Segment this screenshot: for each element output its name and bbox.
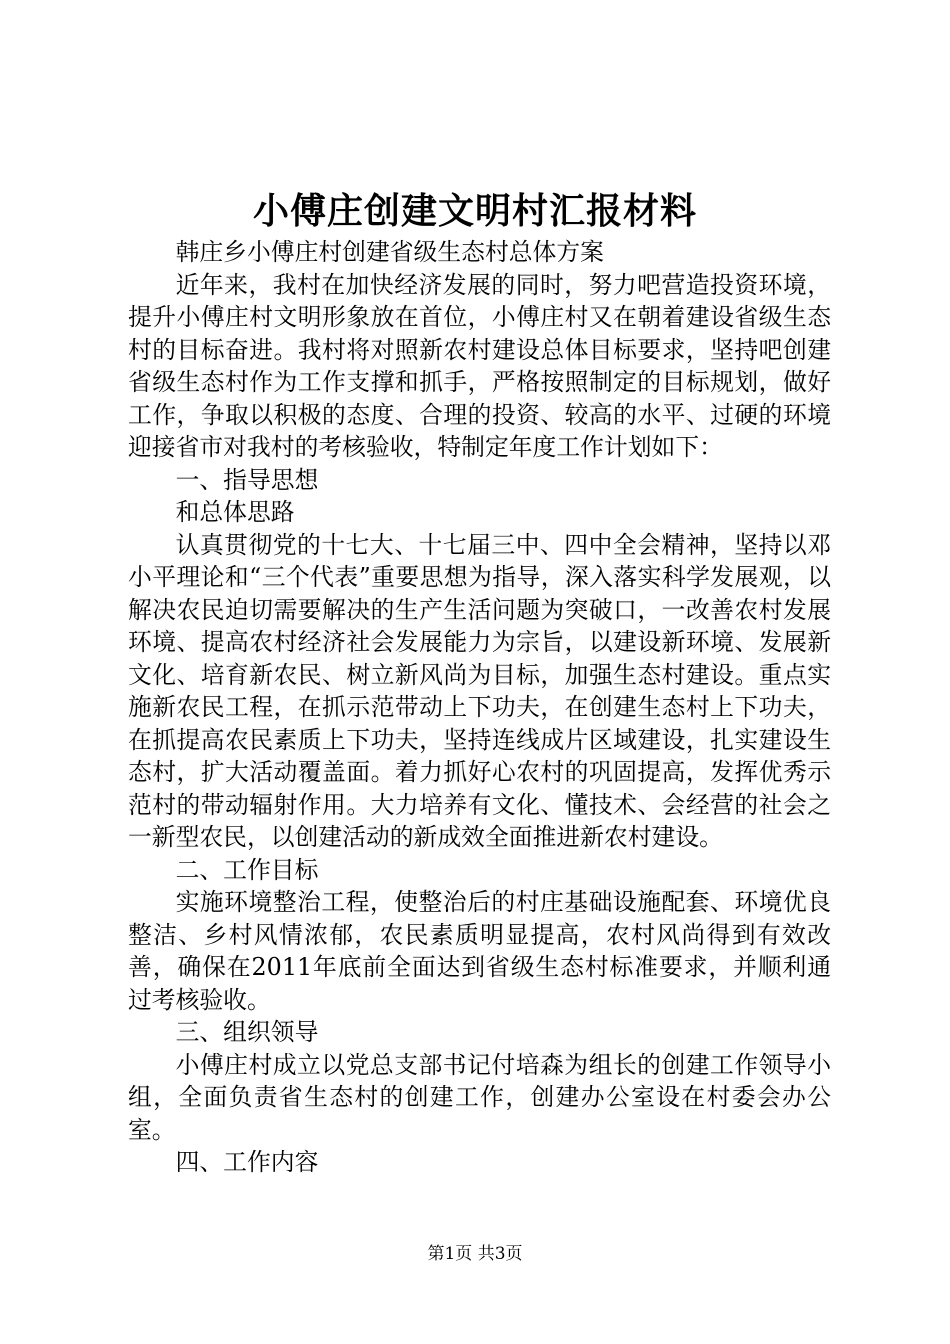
heading-work-content: 四、工作内容 bbox=[175, 1148, 319, 1176]
heading-guiding-thought: 一、指导思想 bbox=[175, 465, 319, 494]
heading-work-goal: 二、工作目标 bbox=[175, 855, 319, 884]
paragraph-organization: 小傅庄村成立以党总支部书记付培森为组长的创建工作领导小组，全面负责省生态村的创建工作，创建办公室设在村委会办公室。 bbox=[128, 1050, 831, 1144]
page-footer: 第1页 共3页 bbox=[427, 1244, 523, 1264]
paragraph-work-goal: 实施环境整治工程，使整治后的村庄基础设施配套、环境优良整洁、乡村风情浓郁，农民素质明显提高，农村风尚得到有效改善，确保在2011年底前全面达到省级生态村标准要求，并顺利通过考核验收。 bbox=[128, 888, 831, 1014]
heading-organization: 三、组织领导 bbox=[175, 1018, 319, 1046]
paragraph-guiding-content: 认真贯彻党的十七大、十七届三中、四中全会精神，坚持以邓小平理论和“三个代表”重要思想为指导，深入落实科学发展观，以解决农民迫切需要解决的生产生活问题为突破口，一改善农村发展环境、提高农村经济社会发展能力为宗旨，以建设新环境、发展新文化、培育新农民、树立新风尚为目标，加强生态村建设。重点实施新农民工程，在抓示范带动上下功夫，在创建生态村上下功夫，在抓提高农民素质上下功夫，坚持连线成片区域建设，扎实建设生态村，扩大活动覆盖面。着力抓好心农村的巩固提高，发挥优秀示范村的带动辐射作用。大力培养有文化、懂技术、会经营的社会之一新型农民，以创建活动的新成效全面推进新农村建设。 bbox=[128, 530, 831, 851]
document-title: 小傅庄创建文明村汇报材料 bbox=[252, 190, 697, 232]
paragraph-subtitle: 韩庄乡小傅庄村创建省级生态村总体方案 bbox=[175, 238, 604, 266]
paragraph-intro: 近年来，我村在加快经济发展的同时，努力吧营造投资环境，提升小傅庄村文明形象放在首位，小傅庄村又在朝着建设省级生态村的目标奋进。我村将对照新农村建设总体目标要求，坚持吧创建省级生态村作为工作支撑和抓手，严格按照制定的目标规划，做好工作，争取以积极的态度、合理的投资、较高的水平、过硬的环境迎接省市对我村的考核验收，特制定年度工作计划如下： bbox=[128, 270, 831, 461]
heading-overall-idea: 和总体思路 bbox=[175, 498, 295, 526]
document-body bbox=[128, 236, 831, 1179]
